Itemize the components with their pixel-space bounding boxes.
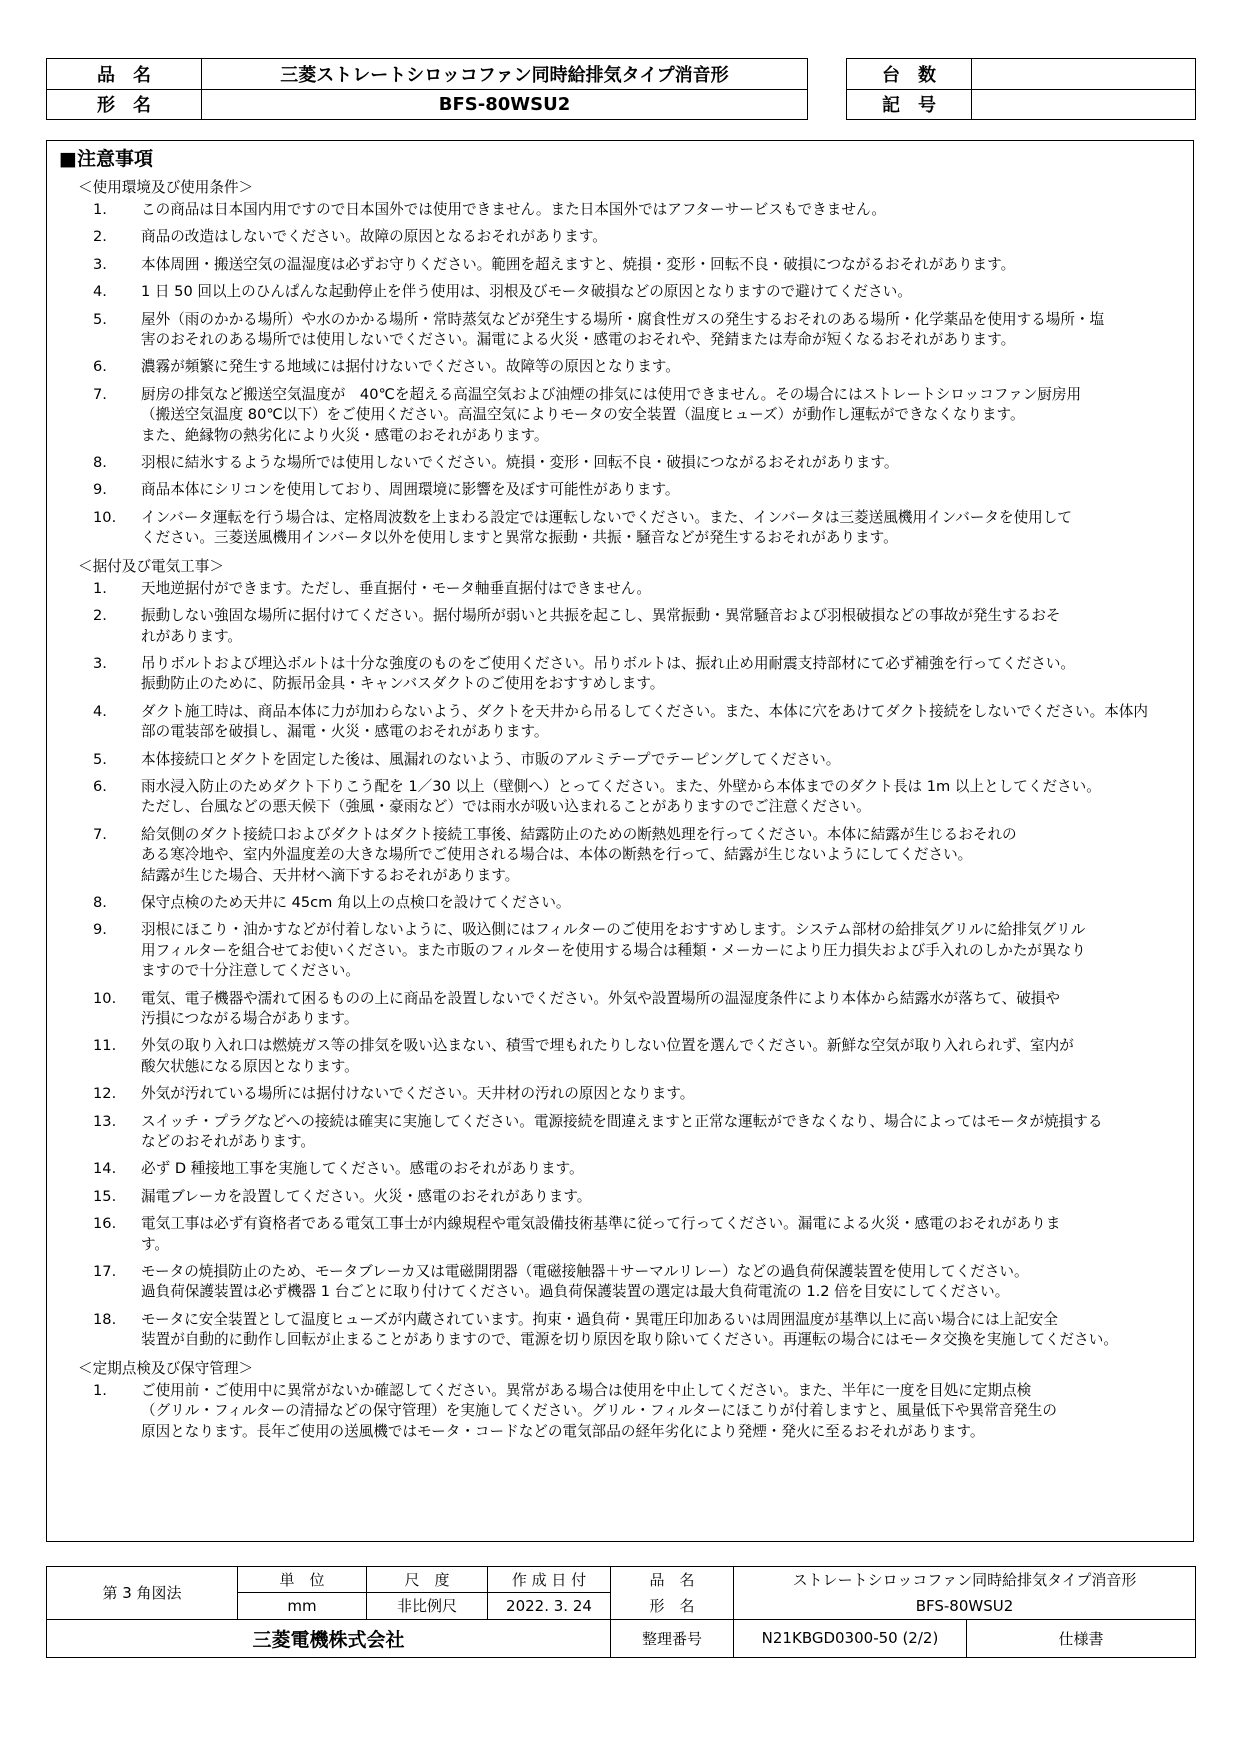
list-item bbox=[59, 1310, 1173, 1351]
item-text bbox=[141, 893, 1173, 913]
item-text bbox=[141, 702, 1173, 743]
item-line: 本体接続口とダクトを固定した後は、風漏れのないよう、市販のアルミテープでテーピングしてください。 bbox=[141, 750, 841, 768]
item-text bbox=[141, 385, 1173, 446]
projection: 第 3 角図法 bbox=[47, 1567, 238, 1620]
item-line: ご使用前・ご使用中に異常がないか確認してください。異常がある場合は使用を中止してください。また、半年に一度を目処に定期点検 bbox=[141, 1381, 1032, 1399]
item-number: 10. bbox=[93, 989, 117, 1007]
item-line: モータに安全装置として温度ヒューズが内蔵されています。拘束・過負荷・異電圧印加あるいは周囲温度が基準以上に高い場合には上記安全 bbox=[141, 1310, 1058, 1328]
item-text bbox=[141, 508, 1173, 549]
notes-box bbox=[46, 140, 1194, 1542]
item-number: 2. bbox=[93, 228, 107, 246]
item-line: 給気側のダクト接続口およびダクトはダクト接続工事後、結露防止のための断熱処理を行ってください。本体に結露が生じるおそれの bbox=[141, 825, 1017, 843]
item-number: 6. bbox=[93, 358, 107, 376]
item-text bbox=[141, 227, 1173, 247]
scale-label: 尺 度 bbox=[367, 1567, 488, 1593]
list-item bbox=[59, 825, 1173, 886]
item-line: 濃霧が頻繁に発生する地域には据付けないでください。故障等の原因となります。 bbox=[141, 358, 680, 376]
scale-value: 非比例尺 bbox=[367, 1593, 488, 1619]
item-number: 16. bbox=[93, 1215, 117, 1233]
item-text bbox=[141, 825, 1173, 886]
item-line: 用フィルターを組合せてお使いください。また市販のフィルターを使用する場合は種類・メーカーにより圧力損失および手入れのしかたが異なり bbox=[141, 941, 1086, 959]
item-text bbox=[141, 1112, 1173, 1153]
quantity-value bbox=[972, 59, 1196, 90]
item-line: 装置が自動的に動作し回転が止まることがありますので、電源を切り原因を取り除いてください。再運転の場合にはモータ交換を実施してください。 bbox=[141, 1331, 1118, 1349]
list-item bbox=[59, 255, 1173, 275]
model-value-footer: BFS-80WSU2 bbox=[734, 1593, 1196, 1619]
item-text bbox=[141, 310, 1173, 351]
item-line: 酸欠状態になる原因となります。 bbox=[141, 1057, 359, 1075]
ref-value: N21KBGD0300-50 (2/2) bbox=[734, 1619, 967, 1657]
item-text bbox=[141, 1084, 1173, 1104]
item-line: スイッチ・プラグなどへの接続は確実に実施してください。電源接続を間違えますと正常な運転ができなくなり、場合によってはモータが焼損する bbox=[141, 1112, 1103, 1130]
name-label: 品 名 bbox=[611, 1567, 734, 1593]
title-block bbox=[46, 1566, 1196, 1658]
item-number: 3. bbox=[93, 654, 107, 672]
notes-title: ■注意事項 bbox=[59, 148, 153, 170]
item-line: 部の電装部を破損し、漏電・火災・感電のおそれがあります。 bbox=[141, 723, 549, 741]
item-text bbox=[141, 1381, 1173, 1442]
list-item bbox=[59, 750, 1173, 770]
item-number: 7. bbox=[93, 825, 107, 843]
notes-list bbox=[59, 1381, 1173, 1442]
item-number: 1. bbox=[93, 1381, 107, 1399]
item-number: 14. bbox=[93, 1160, 117, 1178]
product-name: 三菱ストレートシロッコファン同時給排気タイプ消音形 bbox=[202, 59, 808, 90]
list-item bbox=[59, 777, 1173, 818]
item-line: 吊りボルトおよび埋込ボルトは十分な強度のものをご使用ください。吊りボルトは、振れ止め用耐震支持部材にて必ず補強を行ってください。 bbox=[141, 654, 1076, 672]
list-item bbox=[59, 1187, 1173, 1207]
item-line: 1 日 50 回以上のひんぱんな起動停止を伴う使用は、羽根及びモータ破損などの原因となりますので避けてください。 bbox=[141, 283, 912, 301]
item-text bbox=[141, 480, 1173, 500]
unit-value: mm bbox=[238, 1593, 367, 1619]
company-name: 三菱電機株式会社 bbox=[47, 1619, 611, 1657]
notes-sections bbox=[59, 177, 1173, 1442]
notes-section bbox=[59, 1358, 1173, 1442]
list-item bbox=[59, 1084, 1173, 1104]
list-item bbox=[59, 579, 1173, 599]
item-line: 商品本体にシリコンを使用しており、周囲環境に影響を及ぼす可能性があります。 bbox=[141, 481, 680, 499]
item-text bbox=[141, 579, 1173, 599]
item-line: また、絶縁物の熱劣化により火災・感電のおそれがあります。 bbox=[141, 426, 549, 444]
list-item bbox=[59, 702, 1173, 743]
list-item bbox=[59, 654, 1173, 695]
item-number: 3. bbox=[93, 255, 107, 273]
item-number: 10. bbox=[93, 508, 117, 526]
list-item bbox=[59, 310, 1173, 351]
item-text bbox=[141, 777, 1173, 818]
item-number: 18. bbox=[93, 1310, 117, 1328]
item-line: 保守点検のため天井に 45cm 角以上の点検口を設けてください。 bbox=[141, 893, 571, 911]
section-title: ＜使用環境及び使用条件＞ bbox=[78, 179, 254, 196]
item-line: 電気工事は必ず有資格者である電気工事士が内線規程や電気設備技術基準に従って行ってください。漏電による火災・感電のおそれがありま bbox=[141, 1215, 1061, 1233]
list-item bbox=[59, 508, 1173, 549]
item-number: 6. bbox=[93, 777, 107, 795]
item-line: 原因となります。長年ご使用の送風機ではモータ・コードなどの電気部品の経年劣化により発煙・発火に至るおそれがあります。 bbox=[141, 1422, 985, 1440]
list-item bbox=[59, 1214, 1173, 1255]
item-line: （グリル・フィルターの清掃などの保守管理）を実施してください。グリル・フィルターにほこりが付着しますと、風量低下や異常音発生の bbox=[141, 1402, 1057, 1420]
list-item bbox=[59, 606, 1173, 647]
item-number: 8. bbox=[93, 893, 107, 911]
item-line: 本体周囲・搬送空気の温湿度は必ずお守りください。範囲を超えますと、焼損・変形・回転不良・破損につながるおそれがあります。 bbox=[141, 255, 1016, 273]
item-number: 13. bbox=[93, 1112, 117, 1130]
item-number: 7. bbox=[93, 385, 107, 403]
item-line: ある寒冷地や、室内外温度差の大きな場所でご使用される場合は、本体の断熱を行って、結露が生じないようにしてください。 bbox=[141, 846, 973, 864]
list-item bbox=[59, 1262, 1173, 1303]
item-text bbox=[141, 1036, 1173, 1077]
item-line: 過負荷保護装置は必ず機器 1 台ごとに取り付けてください。過負荷保護装置の選定は最大負荷電流の 1.2 倍を目安にしてください。 bbox=[141, 1283, 1010, 1301]
list-item bbox=[59, 357, 1173, 377]
item-text bbox=[141, 1262, 1173, 1303]
item-line: ください。三菱送風機用インバータ以外を使用しますと異常な振動・共振・騒音などが発生するおそれがあります。 bbox=[141, 529, 898, 547]
item-text bbox=[141, 750, 1173, 770]
model-label-footer: 形 名 bbox=[611, 1593, 734, 1619]
item-text bbox=[141, 1310, 1173, 1351]
item-number: 1. bbox=[93, 579, 107, 597]
item-line: 振動しない強固な場所に据付けてください。据付場所が弱いと共振を起こし、異常振動・異常騒音および羽根破損などの事故が発生するおそ bbox=[141, 607, 1061, 625]
item-line: 結露が生じた場合、天井材へ滴下するおそれがあります。 bbox=[141, 866, 520, 884]
list-item bbox=[59, 1036, 1173, 1077]
item-number: 15. bbox=[93, 1187, 117, 1205]
item-number: 9. bbox=[93, 481, 107, 499]
date-label: 作 成 日 付 bbox=[488, 1567, 611, 1593]
item-text bbox=[141, 1187, 1173, 1207]
item-number: 4. bbox=[93, 283, 107, 301]
item-line: ますので十分注意してください。 bbox=[141, 962, 360, 980]
item-line: 外気の取り入れ口は燃焼ガス等の排気を吸い込まない、積雪で埋もれたりしない位置を選んでください。新鮮な空気が取り入れられず、室内が bbox=[141, 1037, 1074, 1055]
doc-type: 仕様書 bbox=[967, 1619, 1196, 1657]
item-number: 8. bbox=[93, 454, 107, 472]
item-line: 商品の改造はしないでください。故障の原因となるおそれがあります。 bbox=[141, 228, 607, 246]
item-line: 雨水浸入防止のためダクト下りこう配を 1／30 以上（壁側へ）とってください。また、外壁から本体までのダクト長は 1m 以上としてください。 bbox=[141, 777, 1101, 795]
notes-section bbox=[59, 177, 1173, 549]
section-title: ＜据付及び電気工事＞ bbox=[78, 557, 224, 575]
list-item bbox=[59, 480, 1173, 500]
item-text bbox=[141, 453, 1173, 473]
item-line: モータの焼損防止のため、モータブレーカ又は電磁開閉器（電磁接触器＋サーマルリレー）などの過負荷保護装置を使用してください。 bbox=[141, 1263, 1029, 1281]
section-title: ＜定期点検及び保守管理＞ bbox=[78, 1359, 254, 1377]
header-count-table bbox=[846, 58, 1196, 120]
item-line: す。 bbox=[141, 1235, 170, 1253]
item-text bbox=[141, 1159, 1173, 1179]
item-line: ダクト施工時は、商品本体に力が加わらないよう、ダクトを天井から吊るしてください。また、本体に穴をあけてダクト接続をしないでください。本体内 bbox=[141, 702, 1148, 720]
item-line: れがあります。 bbox=[141, 627, 242, 645]
notes-section bbox=[59, 556, 1173, 1351]
header-product-table bbox=[46, 58, 808, 120]
item-line: この商品は日本国内用ですので日本国外では使用できません。また日本国外ではアフターサービスもできません。 bbox=[141, 201, 887, 218]
ref-label: 整理番号 bbox=[611, 1619, 734, 1657]
list-item bbox=[59, 1112, 1173, 1153]
item-text bbox=[141, 920, 1173, 981]
model-value: BFS-80WSU2 bbox=[202, 89, 808, 120]
list-item bbox=[59, 989, 1173, 1030]
notes-list bbox=[59, 200, 1173, 549]
product-name-label: 品 名 bbox=[47, 59, 202, 90]
item-text bbox=[141, 282, 1173, 302]
notes-list bbox=[59, 579, 1173, 1351]
item-number: 1. bbox=[93, 201, 107, 218]
name-value: ストレートシロッコファン同時給排気タイプ消音形 bbox=[734, 1567, 1196, 1593]
item-line: などのおそれがあります。 bbox=[141, 1133, 315, 1151]
item-line: 天地逆据付ができます。ただし、垂直据付・モータ軸垂直据付はできません。 bbox=[141, 579, 651, 597]
item-text bbox=[141, 1214, 1173, 1255]
list-item bbox=[59, 1381, 1173, 1442]
list-item bbox=[59, 1159, 1173, 1179]
list-item bbox=[59, 893, 1173, 913]
item-text bbox=[141, 200, 1173, 220]
item-line: 害のおそれのある場所では使用しないでください。漏電による火災・感電のおそれや、発錆または寿命が短くなるおそれがあります。 bbox=[141, 331, 1016, 349]
item-number: 5. bbox=[93, 310, 107, 328]
item-text bbox=[141, 606, 1173, 647]
item-text bbox=[141, 654, 1173, 695]
item-line: 屋外（雨のかかる場所）や水のかかる場所・常時蒸気などが発生する場所・腐食性ガスの発生するおそれのある場所・化学薬品を使用する場所・塩 bbox=[141, 310, 1105, 328]
item-line: 振動防止のために、防振吊金具・キャンバスダクトのご使用をおすすめします。 bbox=[141, 675, 665, 693]
item-number: 17. bbox=[93, 1263, 117, 1281]
item-line: 羽根に結氷するような場所では使用しないでください。焼損・変形・回転不良・破損につながるおそれがあります。 bbox=[141, 454, 899, 472]
model-label: 形 名 bbox=[47, 89, 202, 120]
item-number: 4. bbox=[93, 702, 107, 720]
item-line: 汚損につながる場合があります。 bbox=[141, 1010, 359, 1027]
item-line: 厨房の排気など搬送空気温度が 40℃を超える高温空気および油煙の排気には使用できません。その場合にはストレートシロッコファン厨房用 bbox=[141, 385, 1082, 403]
symbol-value bbox=[972, 89, 1196, 120]
list-item bbox=[59, 385, 1173, 446]
list-item bbox=[59, 200, 1173, 220]
item-line: 羽根にほこり・油かすなどが付着しないように、吸込側にはフィルターのご使用をおすすめします。システム部材の給排気グリルに給排気グリル bbox=[141, 921, 1086, 939]
item-text bbox=[141, 357, 1173, 377]
symbol-label: 記 号 bbox=[847, 89, 972, 120]
item-line: 電気、電子機器や濡れて困るものの上に商品を設置しないでください。外気や設置場所の温湿度条件により本体から結露水が落ちて、破損や bbox=[141, 989, 1060, 1007]
unit-label: 単 位 bbox=[238, 1567, 367, 1593]
list-item bbox=[59, 920, 1173, 981]
item-line: インバータ運転を行う場合は、定格周波数を上まわる設定では運転しないでください。また、インバータは三菱送風機用インバータを使用して bbox=[141, 508, 1072, 526]
item-line: ただし、台風などの悪天候下（強風・豪雨など）では雨水が吸い込まれることがありますのでご注意ください。 bbox=[141, 798, 871, 816]
item-number: 12. bbox=[93, 1085, 117, 1103]
quantity-label: 台 数 bbox=[847, 59, 972, 90]
item-line: 外気が汚れている場所には据付けないでください。天井材の汚れの原因となります。 bbox=[141, 1085, 695, 1103]
item-text bbox=[141, 255, 1173, 275]
item-line: 漏電ブレーカを設置してください。火災・感電のおそれがあります。 bbox=[141, 1187, 592, 1205]
list-item bbox=[59, 227, 1173, 247]
item-line: （搬送空気温度 80℃以下）をご使用ください。高温空気によりモータの安全装置（温度ヒューズ）が動作し運転ができなくなります。 bbox=[141, 406, 1025, 424]
item-number: 9. bbox=[93, 921, 107, 939]
list-item bbox=[59, 282, 1173, 302]
item-line: 必ず D 種接地工事を実施してください。感電のおそれがあります。 bbox=[141, 1160, 584, 1178]
list-item bbox=[59, 453, 1173, 473]
date-value: 2022. 3. 24 bbox=[488, 1593, 611, 1619]
item-number: 11. bbox=[93, 1037, 117, 1055]
item-number: 5. bbox=[93, 750, 107, 768]
item-number: 2. bbox=[93, 607, 107, 625]
item-text bbox=[141, 989, 1173, 1030]
